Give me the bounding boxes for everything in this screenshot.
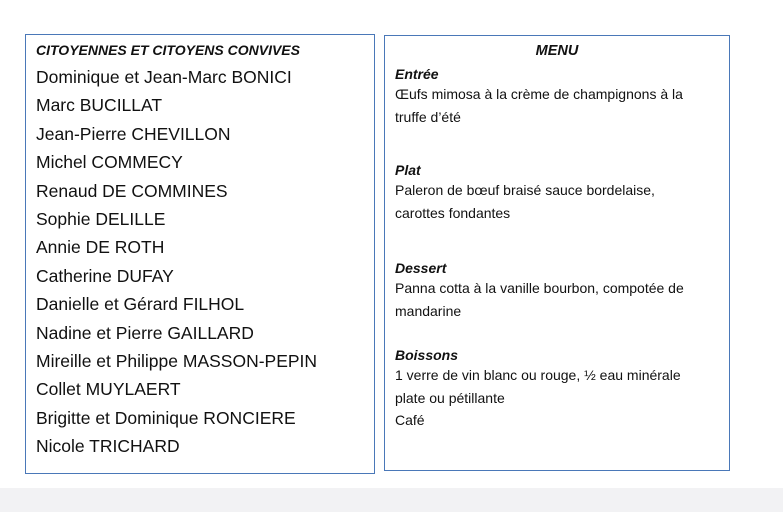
section-line: 1 verre de vin blanc ou rouge, ½ eau minérale — [395, 367, 681, 383]
section-line: Café — [395, 412, 425, 428]
guest-name: Danielle et Gérard FILHOL — [36, 294, 245, 315]
guest-name: Michel COMMECY — [36, 152, 183, 173]
section-line: Œufs mimosa à la crème de champignons à la — [395, 86, 683, 102]
section-heading: Entrée — [395, 66, 439, 82]
guests-panel — [25, 34, 375, 474]
section-line: carottes fondantes — [395, 204, 511, 221]
section-line: mandarine — [395, 302, 462, 319]
menu-section-plat — [395, 161, 719, 224]
section-line: Paleron de bœuf braisé sauce bordelaise, — [395, 182, 655, 198]
menu-section-entree — [395, 65, 719, 128]
menu-section-boissons — [395, 346, 719, 432]
menu-panel — [384, 35, 730, 471]
guest-name: Annie DE ROTH — [36, 237, 165, 258]
guest-name: Brigitte et Dominique RONCIERE — [36, 407, 296, 428]
guest-name: Sophie DELILLE — [36, 209, 166, 230]
guests-title: CITOYENNES ET CITOYENS CONVIVES — [36, 42, 300, 58]
menu-section-dessert — [395, 259, 719, 322]
guest-name: Jean-Pierre CHEVILLON — [36, 123, 231, 144]
menu-title: MENU — [535, 43, 579, 59]
section-heading: Dessert — [395, 260, 447, 276]
guest-name: Marc BUCILLAT — [36, 95, 163, 116]
guest-name: Renaud DE COMMINES — [36, 180, 228, 201]
guest-name: Collet MUYLAERT — [36, 379, 181, 400]
guest-name: Nicole TRICHARD — [36, 436, 180, 457]
background-band — [0, 488, 783, 512]
guest-name: Mireille et Philippe MASSON-PEPIN — [36, 351, 318, 372]
section-heading: Boissons — [395, 347, 459, 363]
section-heading: Plat — [395, 162, 421, 178]
section-line: plate ou pétillante — [395, 389, 505, 406]
guest-name: Catherine DUFAY — [36, 265, 174, 286]
guest-name: Dominique et Jean-Marc BONICI — [36, 67, 292, 87]
guest-name: Nadine et Pierre GAILLARD — [36, 322, 254, 343]
section-line: Panna cotta à la vanille bourbon, compotée de — [395, 280, 684, 296]
guest-list — [36, 63, 374, 461]
section-line: truffe d’été — [395, 108, 461, 125]
